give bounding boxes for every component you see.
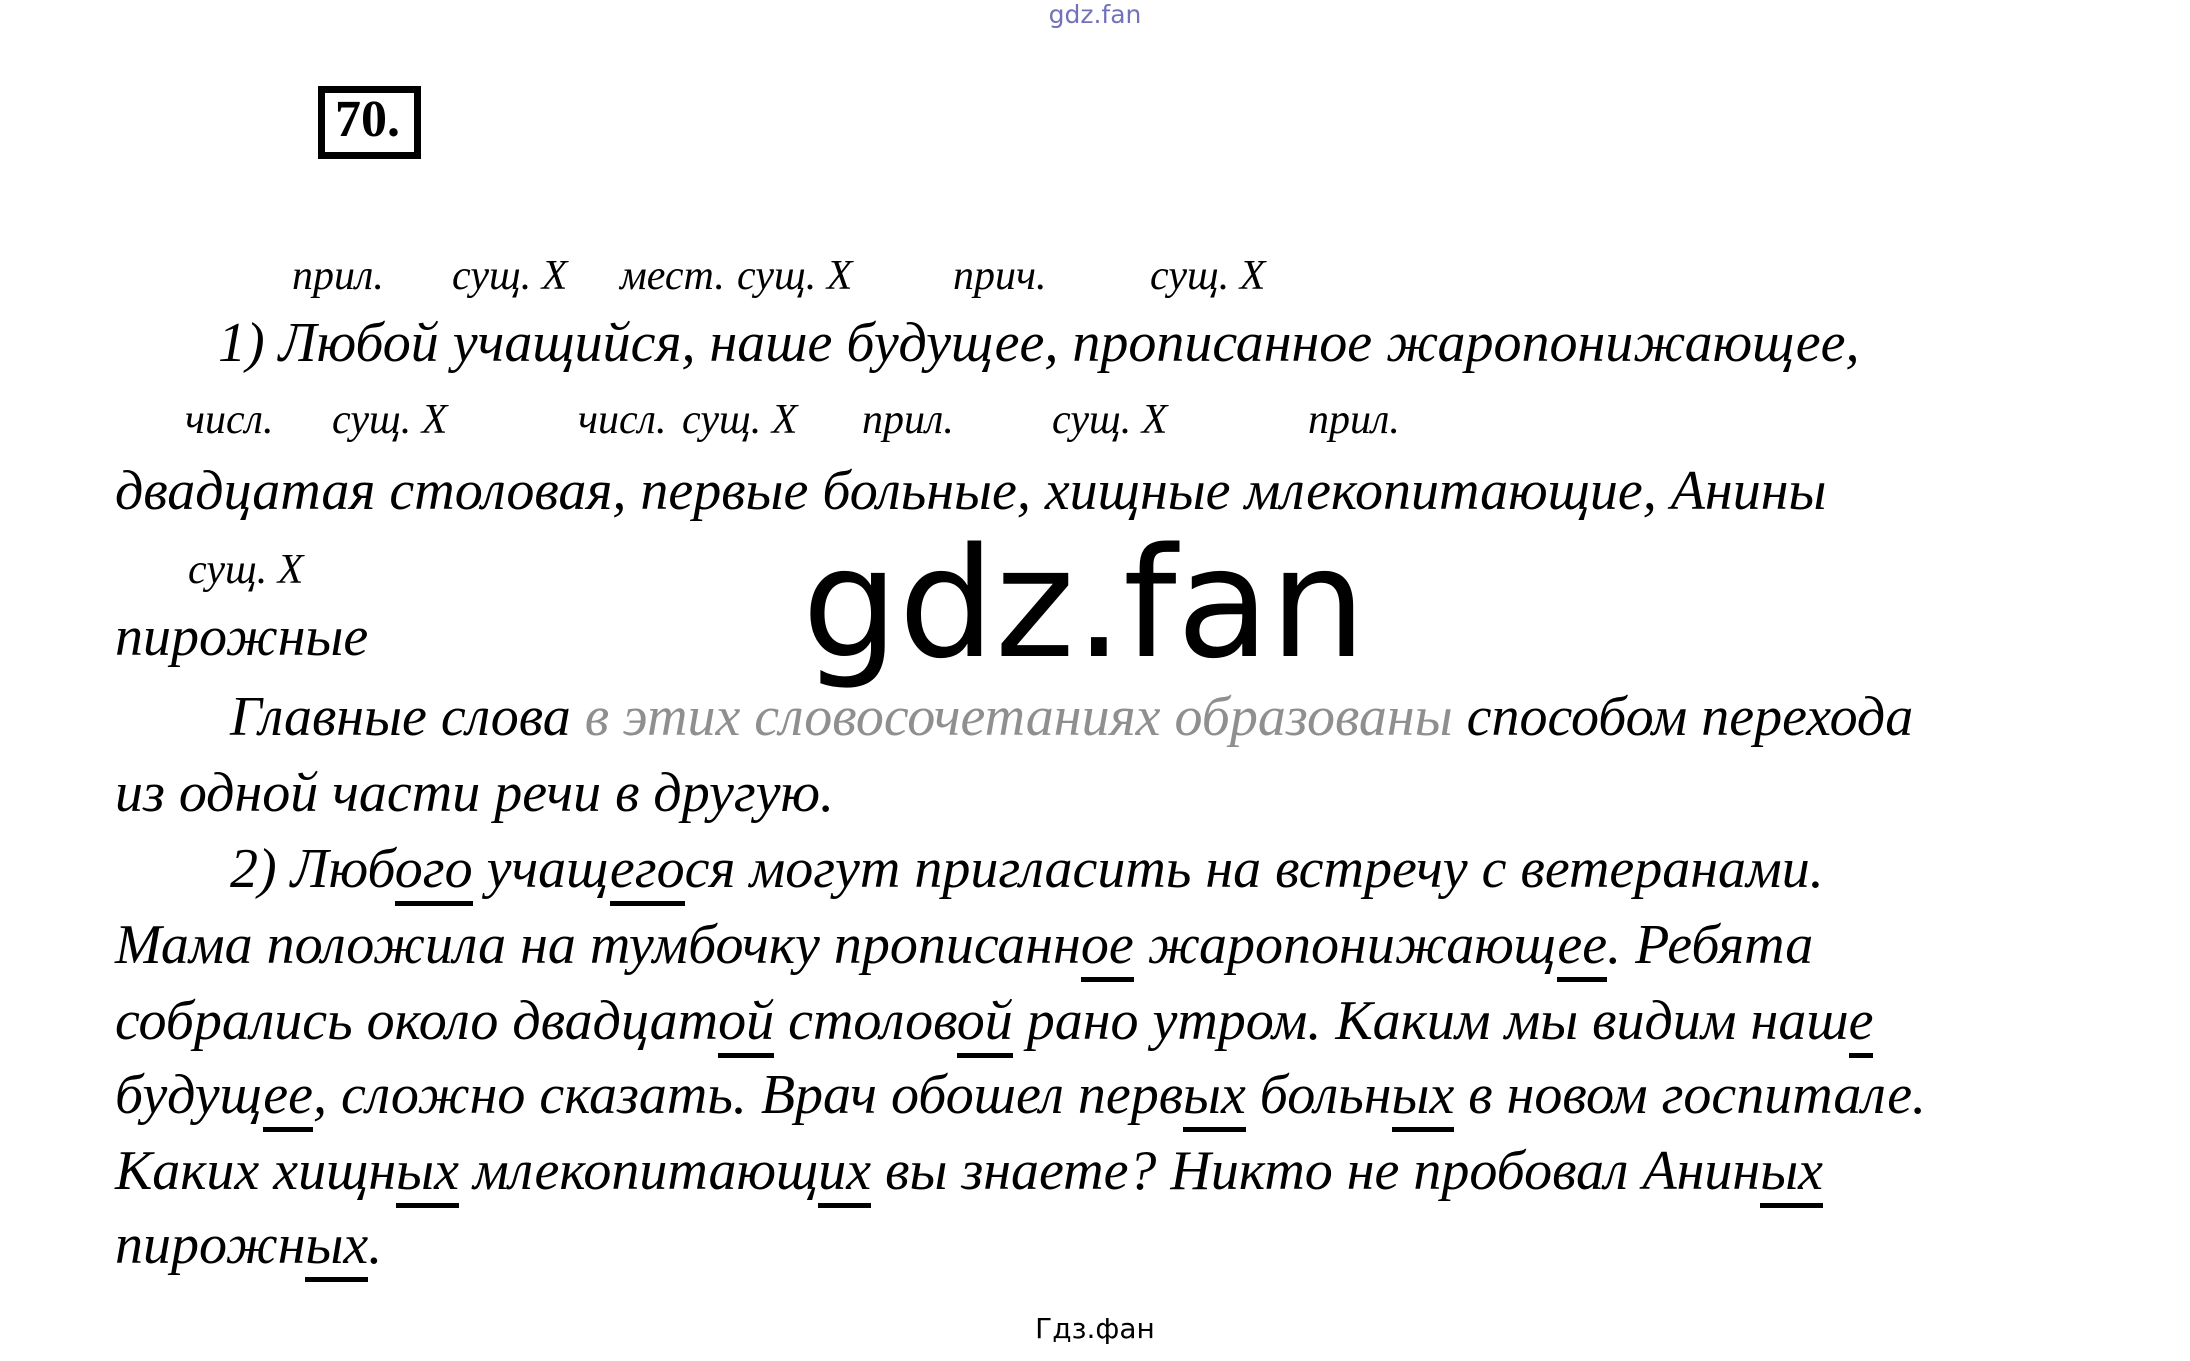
underlined-ending: их bbox=[818, 1140, 871, 1208]
paragraph-line-2: из одной части речи в другую. bbox=[115, 762, 835, 824]
underlined-ending: ее bbox=[263, 1064, 313, 1132]
underlined-ending: ых bbox=[1392, 1064, 1455, 1132]
pos-label: прил. bbox=[292, 253, 384, 299]
text-segment: в этих словосочетаниях образованы bbox=[584, 686, 1467, 748]
text-line-3: пирожные bbox=[115, 606, 369, 668]
pos-label: прил. bbox=[862, 397, 954, 443]
text-segment: столов bbox=[774, 990, 957, 1052]
pos-label: прич. bbox=[953, 253, 1047, 299]
text-segment: учащ bbox=[472, 838, 610, 900]
text-segment: в новом госпитале. bbox=[1454, 1064, 1927, 1126]
top-watermark: gdz.fan bbox=[1048, 0, 1142, 29]
pos-label: сущ. X bbox=[682, 397, 798, 443]
underlined-ending: е bbox=[1849, 990, 1874, 1058]
text-segment: больн bbox=[1245, 1064, 1392, 1126]
watermark-large: gdz.fan bbox=[802, 515, 1367, 692]
underlined-ending: ое bbox=[1081, 914, 1134, 982]
pos-label: сущ. X bbox=[188, 547, 304, 593]
sentence-line bbox=[115, 910, 1813, 980]
exercise-number-box bbox=[318, 86, 421, 159]
underlined-ending: ого bbox=[395, 838, 473, 906]
text-segment: будущ bbox=[115, 1064, 264, 1126]
pos-label: сущ. X bbox=[1150, 253, 1266, 299]
sentence-line bbox=[115, 986, 1873, 1056]
text-segment: млекопитающ bbox=[458, 1140, 819, 1202]
text-segment: 2) Люб bbox=[230, 838, 395, 900]
text-segment: . Ребята bbox=[1607, 914, 1814, 976]
pos-label: сущ. X bbox=[1052, 397, 1168, 443]
underlined-ending: ых bbox=[1183, 1064, 1246, 1132]
sentence-line bbox=[115, 1060, 1926, 1130]
underlined-ending: ых bbox=[1760, 1140, 1823, 1208]
pos-label: прил. bbox=[1308, 397, 1400, 443]
annotation-row-1 bbox=[0, 252, 2190, 302]
annotation-row-2 bbox=[0, 396, 2190, 446]
text-segment: . bbox=[368, 1214, 383, 1276]
text-segment: пирожн bbox=[115, 1214, 306, 1276]
text-segment: Главные слова bbox=[230, 686, 585, 748]
footer-site-name: Гдз.фан bbox=[1035, 1312, 1155, 1345]
sentence-line bbox=[115, 1210, 382, 1280]
underlined-ending: ых bbox=[305, 1214, 368, 1282]
underlined-ending: его bbox=[610, 838, 685, 906]
underlined-ending: ой bbox=[718, 990, 774, 1058]
paragraph-line-1 bbox=[230, 682, 1913, 752]
text-segment: Каких хищн bbox=[115, 1140, 397, 1202]
text-line-1: 1) Любой учащийся, наше будущее, прописанное жаропонижающее, bbox=[218, 312, 1860, 374]
pos-label: сущ. X bbox=[332, 397, 448, 443]
sentence-line bbox=[230, 834, 1824, 904]
text-segment: жаропонижающ bbox=[1133, 914, 1558, 976]
text-segment: Мама положила на тумбочку прописанн bbox=[115, 914, 1081, 976]
pos-label: сущ. X bbox=[737, 253, 853, 299]
text-segment: вы знаете? Никто не пробовал Анин bbox=[871, 1140, 1761, 1202]
pos-label: сущ. X bbox=[452, 253, 568, 299]
text-segment: , сложно сказать. Врач обошел перв bbox=[312, 1064, 1184, 1126]
text-segment: собрались около двадцат bbox=[115, 990, 719, 1052]
sentence-line bbox=[115, 1136, 1823, 1206]
underlined-ending: ых bbox=[396, 1140, 459, 1208]
text-segment: рано утром. Каким мы видим наш bbox=[1012, 990, 1849, 1052]
text-line-2: двадцатая столовая, первые больные, хищные млекопитающие, Анины bbox=[115, 460, 1827, 522]
exercise-number: 70. bbox=[335, 91, 400, 148]
pos-label: мест. bbox=[620, 253, 725, 299]
underlined-ending: ее bbox=[1557, 914, 1607, 982]
pos-label: числ. bbox=[185, 397, 274, 443]
text-segment: ся могут пригласить на встречу с ветеранами. bbox=[684, 838, 1824, 900]
text-segment: способом перехода bbox=[1466, 686, 1914, 748]
pos-label: числ. bbox=[578, 397, 667, 443]
underlined-ending: ой bbox=[957, 990, 1013, 1058]
